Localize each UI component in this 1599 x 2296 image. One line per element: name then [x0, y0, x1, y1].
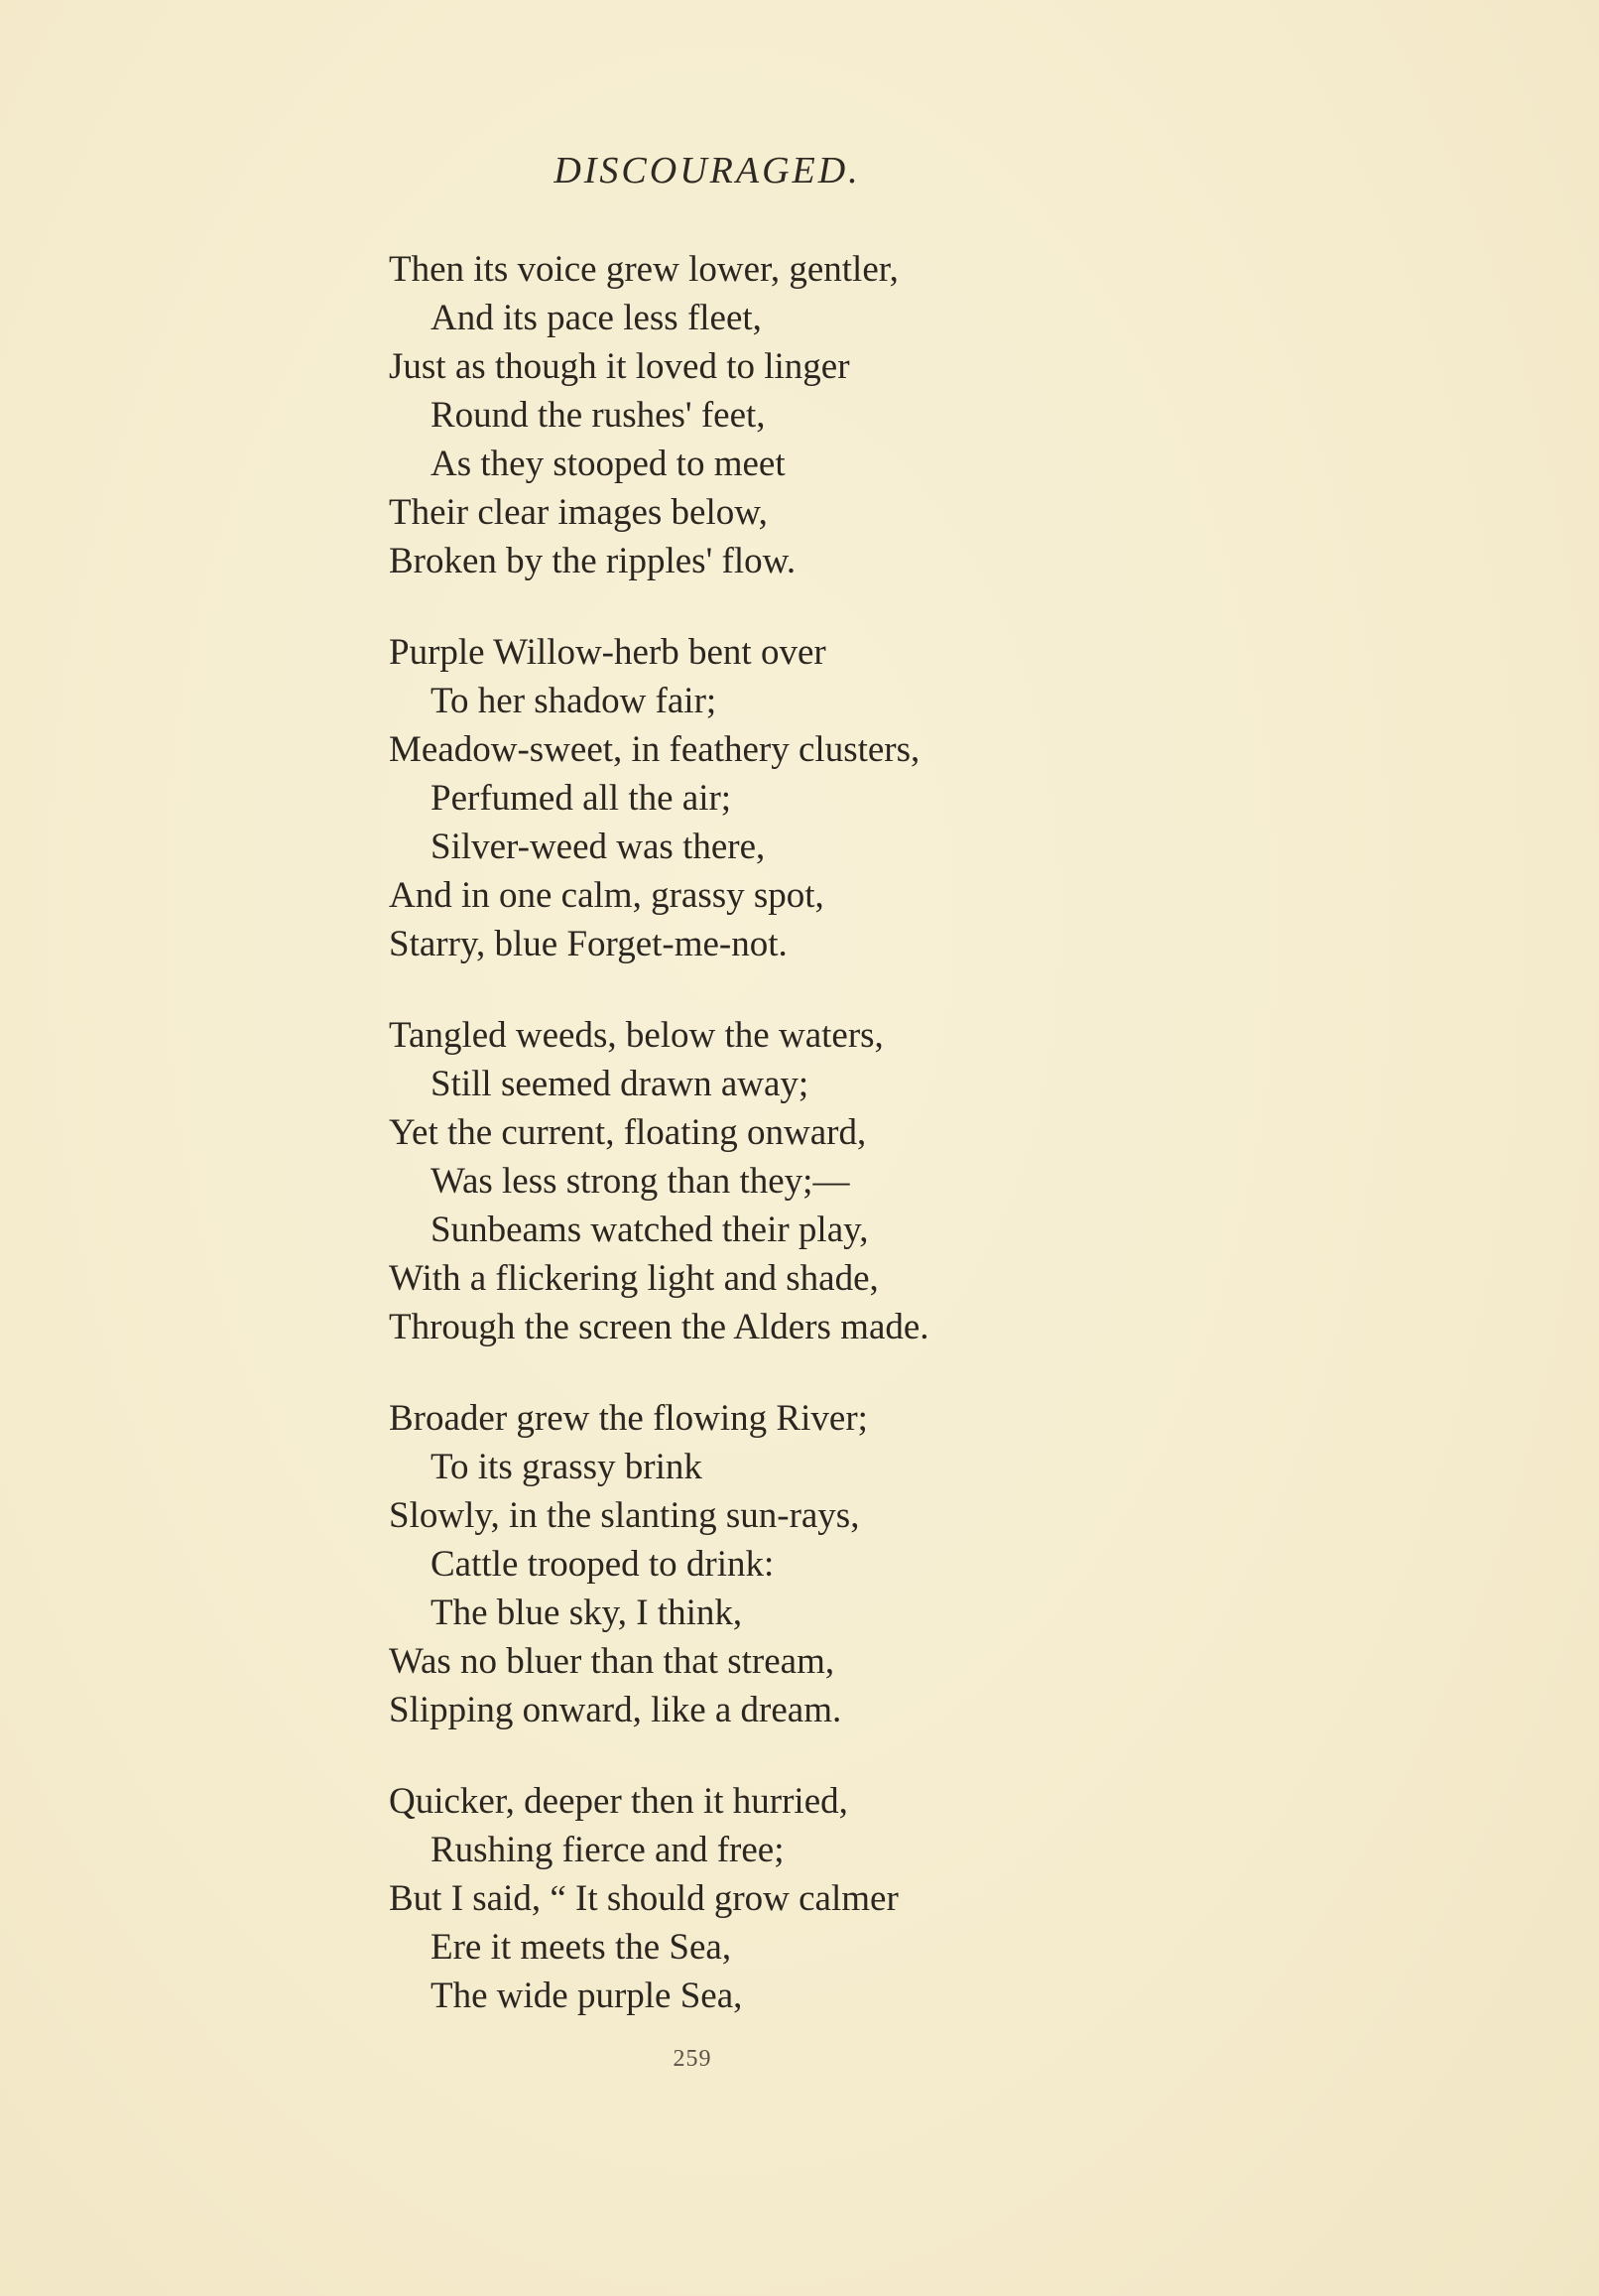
poem-line: Was less strong than they;—	[430, 1161, 850, 1202]
poem-line: Through the screen the Alders made.	[389, 1307, 929, 1347]
poem-line: To its grassy brink	[430, 1447, 702, 1487]
running-head: DISCOURAGED.	[554, 150, 861, 191]
poem-line: Starry, blue Forget-me-not.	[389, 924, 788, 964]
poem-line: Silver-weed was there,	[430, 827, 766, 867]
page-number: 259	[673, 2046, 712, 2072]
poem-line: Was no bluer than that stream,	[389, 1641, 835, 1682]
poem-line: Then its voice grew lower, gentler,	[389, 249, 899, 290]
poem-line: As they stooped to meet	[430, 444, 786, 484]
poem-line: Quicker, deeper then it hurried,	[389, 1781, 848, 1822]
poem-line: Their clear images below,	[389, 492, 768, 533]
poem-line: Ere it meets the Sea,	[430, 1927, 732, 1968]
poem	[389, 245, 1143, 2063]
stanza-2	[389, 628, 1143, 968]
poem-line: Slipping onward, like a dream.	[389, 1690, 842, 1730]
poem-line: Cattle trooped to drink:	[430, 1544, 775, 1585]
poem-line: To her shadow fair;	[430, 681, 717, 721]
poem-line: With a flickering light and shade,	[389, 1258, 879, 1299]
poem-line: The wide purple Sea,	[430, 1976, 743, 2016]
poem-line: Perfumed all the air;	[430, 778, 732, 819]
poem-line: Meadow-sweet, in feathery clusters,	[389, 729, 921, 770]
poem-line: Just as though it loved to linger	[389, 346, 850, 387]
poem-line: Still seemed drawn away;	[430, 1064, 809, 1104]
poem-line: But I said, “ It should grow calmer	[389, 1878, 899, 1919]
poem-line: Rushing fierce and free;	[430, 1830, 785, 1870]
poem-line: Broken by the ripples' flow.	[389, 541, 797, 581]
poem-line: Tangled weeds, below the waters,	[389, 1015, 884, 1056]
poem-line: Slowly, in the slanting sun-rays,	[389, 1495, 860, 1536]
poem-line: Broader grew the flowing River;	[389, 1398, 868, 1439]
poem-line: Round the rushes' feet,	[430, 395, 766, 436]
poem-line: The blue sky, I think,	[430, 1593, 743, 1633]
stanza-3	[389, 1011, 1143, 1351]
poem-line: And in one calm, grassy spot,	[389, 875, 824, 916]
poem-line: Yet the current, floating onward,	[389, 1112, 867, 1153]
stanza-1	[389, 245, 1143, 585]
stanza-5	[389, 1777, 1143, 2020]
poem-line: And its pace less fleet,	[430, 298, 762, 338]
poem-line: Purple Willow-herb bent over	[389, 632, 826, 673]
poem-line: Sunbeams watched their play,	[430, 1210, 869, 1250]
stanza-4	[389, 1394, 1143, 1734]
